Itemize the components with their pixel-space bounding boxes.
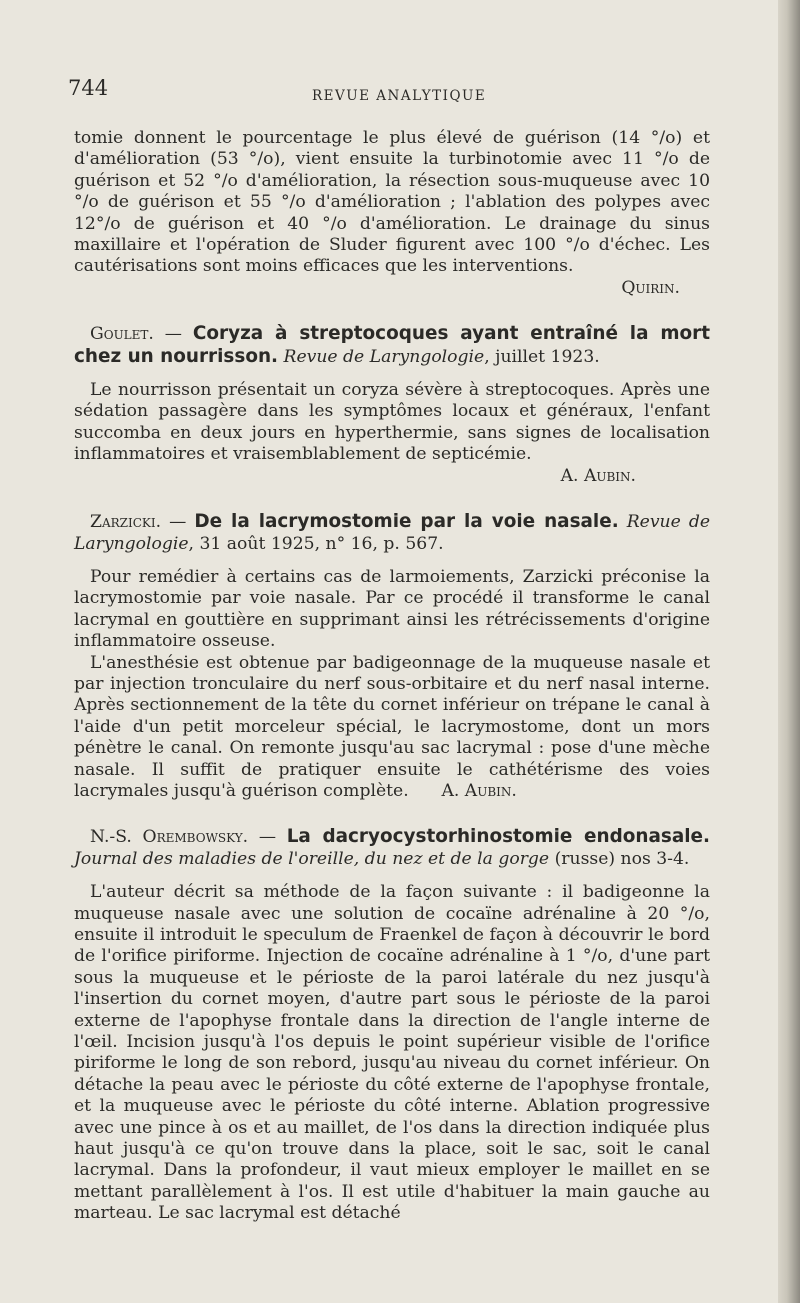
signature-text: A. Aubin. (560, 465, 636, 486)
article-paragraph (74, 653, 710, 803)
intro-signature (74, 278, 710, 299)
article-citation: , 31 août 1925, n° 16, p. 567. (188, 533, 444, 554)
article-citation: (russe) nos 3-4. (549, 848, 690, 869)
article-body (74, 567, 710, 802)
article-heading (74, 826, 710, 870)
article-signature (74, 466, 710, 487)
article-author: Zarzicki. (90, 512, 162, 533)
article-title: La dacryocystorhinostomie endonasale. (286, 826, 710, 848)
article-author: Goulet. (90, 324, 154, 345)
article-citation: , juillet 1923. (484, 346, 600, 367)
page (68, 76, 710, 1225)
article-title: Coryza à streptocoques ayant entraîné la mort chez un nourrisson. (74, 323, 710, 367)
article-zarzicki (74, 511, 710, 802)
article-journal: Revue de Laryngologie (283, 346, 485, 367)
article-body (74, 380, 710, 487)
article-paragraph: Pour remédier à certains cas de larmoiements, Zarzicki préconise la lacrymostomie par voie nasale. Par ce procédé il transforme le canal lacrymal en gouttière en supprimant ainsi les rétrécissements d'origine inflammatoire osseuse. (74, 566, 710, 652)
article-dash: — (161, 512, 195, 533)
article-heading (74, 511, 710, 555)
article-body (74, 882, 710, 1225)
article-paragraph: Le nourrisson présentait un coryza sévère à streptocoques. Après une sédation passagère dans les symptômes locaux et généraux, l'enfant succomba en deux jours en hyperthermie, sans signes de localisation inflammatoires et vraisemblablement de septicémie. (74, 380, 710, 465)
article-paragraph: L'auteur décrit sa méthode de la façon suivante : il badigeonne la muqueuse nasale avec une solution de cocaïne adrénaline à 20 °/o, ensuite il introduit le speculum de Fraenkel de façon à découvrir le bord de l'orifice piriforme. Injection de cocaïne adrénaline à 1 °/o, d'une part sous la muqueuse et le périoste de la paroi latérale du nez jusqu'à l'insertion du cornet moyen, d'autre part sous le périoste de la paroi externe de l'apophyse frontale dans la direction de l'angle interne de l'œil. Incision jusqu'à l'os depuis le point supérieur visible de l'orifice piriforme le long de son rebord, jusqu'au niveau du cornet inférieur. On détache la peau avec le périoste du côté externe de l'apophyse frontale, et la muqueuse avec le périoste du côté interne. Ablation progressive avec une pince à os et au maillet, de l'os dans la direction indiquée plus haut jusqu'à ce qu'on trouve dans la place, soit le sac, soit le canal lacrymal. Dans la profondeur, il vaut mieux employer le maillet en se mettant parallèlement à l'os. Il est utile d'habituer la main gauche au marteau. Le sac lacrymal est détaché (74, 882, 710, 1224)
article-journal: Journal des maladies de l'oreille, du nez et de la gorge (74, 848, 550, 869)
intro-paragraph: tomie donnent le pourcentage le plus élevé de guérison (14 °/o) et d'amélioration (53 °/o), vient ensuite la turbinotomie avec 11 °/o de guérison et 52 °/o d'amélioration, la résection sous-muqueuse avec 10 °/o de guérison et 55 °/o d'amélioration ; l'ablation des polypes avec 12°/o de guérison et 40 °/o d'amélioration. Le drainage du sinus maxillaire et l'opération de Sluder figurent avec 100 °/o d'échec. Les cautérisations sont moins efficaces que les interventions. (74, 128, 710, 277)
article-title: De la lacrymostomie par la voie nasale. (194, 511, 619, 533)
page-edge-shadow (778, 0, 800, 1303)
running-head (68, 76, 710, 106)
article-orembowsky (74, 826, 710, 1224)
article-journal: Revue de Laryngologie (74, 512, 710, 554)
article-author: N.-S. Orembowsky. (90, 827, 249, 848)
running-title: REVUE ANALYTIQUE (312, 88, 487, 104)
article-heading (74, 323, 710, 368)
article-dash: — (248, 827, 287, 848)
signature-text: Quirin. (621, 277, 680, 298)
paragraph-text: L'anesthésie est obtenue par badigeonnage de la muqueuse nasale et par injection tronculaire du nerf sous-orbitaire et du nerf nasal interne. Après sectionnement de la tête du cornet inférieur on trépane le canal à l'aide d'un petit morceleur spécial, le lacrymostome, dont un mors pénètre le canal. On remonte jusqu'au sac lacrymal : pose d'une mèche nasale. Il suffit de pratiquer ensuite le cathétérisme des voies lacrymales jusqu'à guérison complète. (74, 652, 710, 801)
page-number: 744 (68, 76, 109, 100)
article-coulet (74, 323, 710, 487)
article-signature: A. Aubin. (441, 780, 517, 801)
article-dash: — (153, 324, 193, 345)
